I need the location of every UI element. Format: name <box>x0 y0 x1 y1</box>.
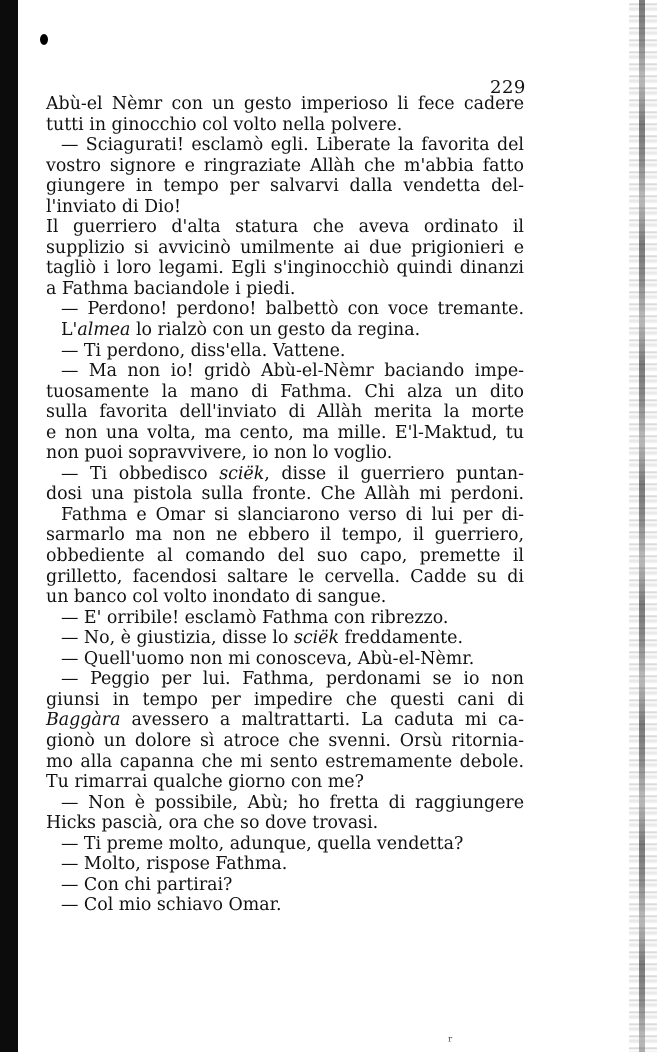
text-line: e non una volta, ma cento, ma mille. E'l-Maktud, tu <box>46 422 524 443</box>
text-line: giungere in tempo per salvarvi dalla vendetta del- <box>46 176 524 197</box>
text-line: L'almea lo rialzò con un gesto da regina. <box>61 320 421 341</box>
text-line: — Ti perdono, diss'ella. Vattene. <box>61 340 346 361</box>
stray-mark: ʳ <box>448 1034 453 1050</box>
text-line: — No, è giustizia, disse lo sciëk freddamente. <box>61 628 463 649</box>
text-line: Il guerriero d'alta statura che aveva ordinato il <box>46 217 524 238</box>
text-line: — Ti obbedisco sciëk, disse il guerriero puntan- <box>61 463 524 484</box>
page-number: 229 <box>490 77 526 98</box>
text-line: — Perdono! perdono! balbettò con voce tremante. <box>61 299 524 320</box>
ink-blot <box>40 34 48 45</box>
scan-left-edge <box>0 0 18 1052</box>
text-line: vostro signore e ringraziate Allàh che m'abbia fatto <box>46 155 524 176</box>
text-line: — Peggio per lui. Fathma, perdonami se io non <box>61 669 524 690</box>
text-line: giunsi in tempo per impedire che questi cani di <box>46 689 524 710</box>
text-line: obbediente al comando del suo capo, premette il <box>46 546 524 567</box>
scan-right-edge <box>629 0 657 1052</box>
text-line: Abù-el Nèmr con un gesto imperioso li fece cadere <box>46 94 524 114</box>
text-line: — Sciagurati! esclamò egli. Liberate la favorita del <box>61 135 524 156</box>
text-line: mo alla capanna che mi sento estremamente debole. <box>46 751 524 772</box>
text-line: sulla favorita dell'inviato di Allàh merita la morte <box>46 402 524 423</box>
text-line: Hicks pascià, ora che so dove trovasi. <box>46 813 379 834</box>
body-text <box>46 94 524 916</box>
text-line: tutti in ginocchio col volto nella polvere. <box>46 114 403 135</box>
text-line: — Molto, rispose Fathma. <box>61 854 288 875</box>
text-line: — Quell'uomo non mi conosceva, Abù-el-Nèmr. <box>61 648 475 669</box>
text-line: dosi una pistola sulla fronte. Che Allàh mi perdoni. <box>46 484 524 505</box>
text-line: l'inviato di Dio! <box>46 196 182 217</box>
text-line: Baggàra avessero a maltrattarti. La caduta mi ca- <box>46 710 524 731</box>
text-line: Tu rimarrai qualche giorno con me? <box>46 772 364 793</box>
text-line: non puoi sopravvivere, io non lo voglio. <box>46 443 393 464</box>
text-line: Fathma e Omar si slanciarono verso di lui per di- <box>61 504 524 525</box>
text-line: a Fathma baciandole i piedi. <box>46 278 296 299</box>
text-line: — Ma non io! gridò Abù-el-Nèmr baciando impe- <box>61 361 524 382</box>
text-line: grilletto, facendosi saltare le cervella. Cadde su di <box>46 566 524 587</box>
text-line: — Ti preme molto, adunque, quella vendetta? <box>61 833 464 854</box>
text-line: — Non è possibile, Abù; ho fretta di raggiungere <box>61 792 524 813</box>
text-line: gionò un dolore sì atroce che svenni. Orsù ritornia- <box>46 730 524 751</box>
text-line: — Col mio schiavo Omar. <box>61 895 282 916</box>
text-line: supplizio si avvicinò umilmente ai due prigionieri e <box>46 237 524 258</box>
text-line: sarmarlo ma non ne ebbero il tempo, il guerriero, <box>46 525 524 546</box>
text-line: tagliò i loro legami. Egli s'inginocchiò quindi dinanzi <box>46 258 524 279</box>
text-line: un banco col volto inondato di sangue. <box>46 587 387 608</box>
text-line: — E' orribile! esclamò Fathma con ribrezzo. <box>61 607 449 628</box>
text-line: tuosamente la mano di Fathma. Chi alza un dito <box>46 381 524 402</box>
text-line: — Con chi partirai? <box>61 874 233 895</box>
